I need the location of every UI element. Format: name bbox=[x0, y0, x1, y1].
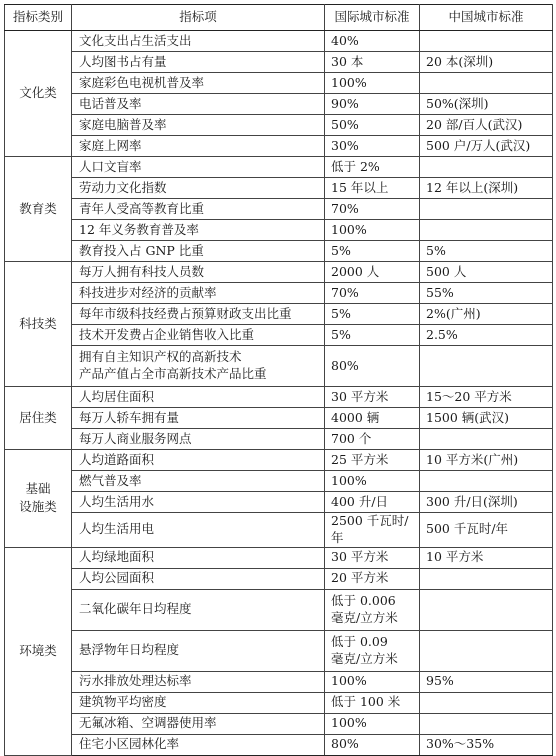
indicator-text: 污水排放处理达标率 bbox=[79, 673, 192, 689]
china-standard-cell bbox=[420, 220, 553, 241]
international-standard-cell bbox=[325, 408, 420, 429]
category-label: 居住类 bbox=[19, 409, 57, 425]
international-standard-text: 80% bbox=[331, 357, 359, 373]
china-standard-cell bbox=[420, 387, 553, 408]
indicator-text: 青年人受高等教育比重 bbox=[79, 200, 205, 216]
indicator-text: 每万人商业服务网点 bbox=[79, 430, 192, 446]
international-standard-text: 100% bbox=[331, 74, 367, 90]
international-standard-text: 30% bbox=[331, 137, 359, 153]
table-row bbox=[5, 387, 553, 408]
category-cell bbox=[5, 547, 72, 755]
international-standard-cell bbox=[325, 220, 420, 241]
table-row bbox=[5, 547, 553, 568]
international-standard-text: 100% bbox=[331, 221, 367, 237]
table-row bbox=[5, 346, 553, 387]
indicator-text: 家庭电脑普及率 bbox=[79, 116, 167, 132]
international-standard-cell bbox=[325, 492, 420, 513]
china-standard-cell bbox=[420, 589, 553, 630]
category-label: 教育类 bbox=[19, 200, 57, 216]
international-standard-text: 25 平方米 bbox=[331, 451, 389, 467]
china-standard-cell bbox=[420, 568, 553, 589]
china-standard-cell bbox=[420, 692, 553, 713]
china-standard-cell bbox=[420, 73, 553, 94]
international-standard-text: 700 个 bbox=[331, 430, 372, 446]
china-standard-text: 500 人 bbox=[426, 263, 467, 279]
indicator-text: 技术开发费占企业销售收入比重 bbox=[79, 326, 255, 342]
international-standard-text: 50% bbox=[331, 116, 359, 132]
international-standard-text: 低于 2% bbox=[331, 158, 380, 174]
international-standard-text: 100% bbox=[331, 715, 367, 731]
indicator-text: 建筑物平均密度 bbox=[79, 694, 167, 710]
china-standard-text: 12 年以上(深圳) bbox=[426, 179, 519, 195]
international-standard-cell bbox=[325, 429, 420, 450]
international-standard-text: 70% bbox=[331, 200, 359, 216]
table-row bbox=[5, 325, 553, 346]
indicator-cell bbox=[72, 94, 325, 115]
indicator-cell bbox=[72, 241, 325, 262]
international-standard-cell bbox=[325, 241, 420, 262]
china-standard-cell bbox=[420, 346, 553, 387]
table-row bbox=[5, 178, 553, 199]
international-standard-cell bbox=[325, 713, 420, 734]
international-standard-cell bbox=[325, 547, 420, 568]
china-standard-cell bbox=[420, 547, 553, 568]
indicator-cell bbox=[72, 568, 325, 589]
china-standard-cell bbox=[420, 450, 553, 471]
table-row bbox=[5, 450, 553, 471]
category-cell bbox=[5, 31, 72, 157]
indicator-text: 住宅小区园林化率 bbox=[79, 736, 180, 752]
international-standard-cell bbox=[325, 262, 420, 283]
china-standard-text: 95% bbox=[426, 673, 454, 689]
indicator-text: 人均公园面积 bbox=[79, 570, 155, 586]
indicator-text: 无氟冰箱、空调器使用率 bbox=[79, 715, 217, 731]
category-cell bbox=[5, 262, 72, 387]
international-standard-text: 30 本 bbox=[331, 53, 364, 69]
china-standard-cell bbox=[420, 408, 553, 429]
china-standard-cell bbox=[420, 429, 553, 450]
table-row bbox=[5, 408, 553, 429]
china-standard-cell bbox=[420, 304, 553, 325]
china-standard-text: 1500 辆(武汉) bbox=[426, 409, 510, 425]
international-standard-cell bbox=[325, 31, 420, 52]
international-standard-cell bbox=[325, 450, 420, 471]
table-row bbox=[5, 136, 553, 157]
header-indicator: 指标项 bbox=[72, 5, 325, 31]
international-standard-cell bbox=[325, 471, 420, 492]
indicator-text: 教育投入占 GNP 比重 bbox=[79, 242, 204, 258]
indicator-cell bbox=[72, 136, 325, 157]
international-standard-cell bbox=[325, 283, 420, 304]
indicator-text: 劳动力文化指数 bbox=[79, 179, 167, 195]
table-row bbox=[5, 568, 553, 589]
category-label: 环境类 bbox=[19, 643, 57, 659]
international-standard-text: 5% bbox=[331, 242, 351, 258]
international-standard-text: 2000 人 bbox=[331, 263, 380, 279]
table-body bbox=[5, 31, 553, 756]
china-standard-cell bbox=[420, 713, 553, 734]
indicator-text: 家庭彩色电视机普及率 bbox=[79, 74, 205, 90]
china-standard-cell bbox=[420, 52, 553, 73]
indicator-cell bbox=[72, 387, 325, 408]
table-row bbox=[5, 692, 553, 713]
international-standard-text: 90% bbox=[331, 95, 359, 111]
international-standard-cell bbox=[325, 630, 420, 671]
indicator-text: 二氧化碳年日均程度 bbox=[79, 601, 192, 617]
china-standard-cell bbox=[420, 283, 553, 304]
indicator-cell bbox=[72, 471, 325, 492]
table-row bbox=[5, 220, 553, 241]
international-standard-cell bbox=[325, 734, 420, 755]
china-standard-text: 15～20 平方米 bbox=[426, 388, 512, 404]
indicator-text: 人均生活用电 bbox=[79, 521, 155, 537]
indicator-cell bbox=[72, 52, 325, 73]
international-standard-text: 15 年以上 bbox=[331, 179, 389, 195]
international-standard-cell bbox=[325, 513, 420, 548]
international-standard-cell bbox=[325, 325, 420, 346]
table-row bbox=[5, 73, 553, 94]
china-standard-cell bbox=[420, 178, 553, 199]
international-standard-cell bbox=[325, 671, 420, 692]
china-standard-text: 10 平方米 bbox=[426, 549, 484, 565]
china-standard-cell bbox=[420, 157, 553, 178]
table-row bbox=[5, 429, 553, 450]
table-row bbox=[5, 157, 553, 178]
indicator-cell bbox=[72, 408, 325, 429]
china-standard-cell bbox=[420, 671, 553, 692]
china-standard-text: 5% bbox=[426, 242, 446, 258]
indicator-cell bbox=[72, 713, 325, 734]
international-standard-cell bbox=[325, 94, 420, 115]
international-standard-text: 2500 千瓦时/年 bbox=[331, 513, 409, 545]
china-standard-text: 500 千瓦时/年 bbox=[426, 521, 509, 537]
indicator-text: 家庭上网率 bbox=[79, 137, 142, 153]
indicator-cell bbox=[72, 115, 325, 136]
indicator-cell bbox=[72, 513, 325, 548]
international-standard-text: 20 平方米 bbox=[331, 570, 389, 586]
indicator-cell bbox=[72, 178, 325, 199]
indicator-text: 人均图书占有量 bbox=[79, 53, 167, 69]
international-standard-cell bbox=[325, 304, 420, 325]
international-standard-text: 4000 辆 bbox=[331, 409, 380, 425]
indicator-text: 燃气普及率 bbox=[79, 472, 142, 488]
table-row bbox=[5, 31, 553, 52]
category-label: 基础 设施类 bbox=[19, 481, 57, 515]
international-standard-cell bbox=[325, 568, 420, 589]
table-row bbox=[5, 115, 553, 136]
category-cell bbox=[5, 157, 72, 262]
china-standard-text: 2%(广州) bbox=[426, 305, 481, 321]
china-standard-text: 300 升/日(深圳) bbox=[426, 493, 518, 509]
international-standard-cell bbox=[325, 115, 420, 136]
international-standard-text: 70% bbox=[331, 284, 359, 300]
indicator-cell bbox=[72, 31, 325, 52]
international-standard-text: 低于 0.006 毫克/立方米 bbox=[331, 592, 398, 625]
international-standard-cell bbox=[325, 73, 420, 94]
indicator-cell bbox=[72, 325, 325, 346]
indicator-cell bbox=[72, 346, 325, 387]
china-standard-cell bbox=[420, 241, 553, 262]
china-standard-cell bbox=[420, 199, 553, 220]
china-standard-text: 10 平方米(广州) bbox=[426, 451, 519, 467]
table-row bbox=[5, 283, 553, 304]
table-row bbox=[5, 513, 553, 548]
table-row bbox=[5, 713, 553, 734]
china-standard-cell bbox=[420, 492, 553, 513]
china-standard-cell bbox=[420, 471, 553, 492]
header-international-standard: 国际城市标准 bbox=[325, 5, 420, 31]
indicator-cell bbox=[72, 547, 325, 568]
china-standard-cell bbox=[420, 31, 553, 52]
international-standard-cell bbox=[325, 136, 420, 157]
china-standard-text: 500 户/万人(武汉) bbox=[426, 137, 531, 153]
table-row bbox=[5, 241, 553, 262]
indicator-cell bbox=[72, 589, 325, 630]
international-standard-text: 低于 100 米 bbox=[331, 694, 401, 710]
international-standard-cell bbox=[325, 178, 420, 199]
china-standard-cell bbox=[420, 94, 553, 115]
international-standard-cell bbox=[325, 589, 420, 630]
international-standard-text: 5% bbox=[331, 326, 351, 342]
international-standard-text: 30 平方米 bbox=[331, 388, 389, 404]
international-standard-cell bbox=[325, 199, 420, 220]
indicator-cell bbox=[72, 692, 325, 713]
indicator-cell bbox=[72, 304, 325, 325]
category-cell bbox=[5, 450, 72, 548]
international-standard-cell bbox=[325, 157, 420, 178]
indicator-text: 科技进步对经济的贡献率 bbox=[79, 284, 217, 300]
china-standard-text: 55% bbox=[426, 284, 454, 300]
indicator-text: 12 年义务教育普及率 bbox=[79, 221, 199, 237]
indicator-text: 人均居住面积 bbox=[79, 388, 155, 404]
table-row bbox=[5, 52, 553, 73]
indicator-text: 人均生活用水 bbox=[79, 493, 155, 509]
indicator-text: 每万人轿车拥有量 bbox=[79, 409, 180, 425]
international-standard-cell bbox=[325, 52, 420, 73]
table-row bbox=[5, 199, 553, 220]
table-row bbox=[5, 94, 553, 115]
international-standard-text: 5% bbox=[331, 305, 351, 321]
indicator-text: 文化支出占生活支出 bbox=[79, 32, 192, 48]
indicator-text: 每年市级科技经费占预算财政支出比重 bbox=[79, 305, 292, 321]
china-standard-text: 50%(深圳) bbox=[426, 95, 489, 111]
international-standard-text: 100% bbox=[331, 673, 367, 689]
international-standard-text: 100% bbox=[331, 472, 367, 488]
international-standard-cell bbox=[325, 692, 420, 713]
table-row bbox=[5, 671, 553, 692]
international-standard-cell bbox=[325, 346, 420, 387]
china-standard-cell bbox=[420, 115, 553, 136]
international-standard-text: 40% bbox=[331, 32, 359, 48]
indicator-cell bbox=[72, 492, 325, 513]
indicator-text: 每万人拥有科技人员数 bbox=[79, 263, 205, 279]
china-standard-text: 20 部/百人(武汉) bbox=[426, 116, 523, 132]
table-row bbox=[5, 471, 553, 492]
international-standard-text: 80% bbox=[331, 736, 359, 752]
indicator-text: 人均绿地面积 bbox=[79, 549, 155, 565]
indicator-cell bbox=[72, 73, 325, 94]
table-row bbox=[5, 262, 553, 283]
table-row bbox=[5, 492, 553, 513]
category-cell bbox=[5, 387, 72, 450]
indicator-cell bbox=[72, 157, 325, 178]
category-label: 文化类 bbox=[19, 85, 57, 101]
header-category: 指标类别 bbox=[5, 5, 72, 31]
indicator-text: 拥有自主知识产权的高新技术 产品产值占全市高新技术产品比重 bbox=[79, 349, 267, 381]
indicator-text: 人口文盲率 bbox=[79, 158, 142, 174]
china-standard-cell bbox=[420, 136, 553, 157]
international-standard-text: 30 平方米 bbox=[331, 549, 389, 565]
indicator-cell bbox=[72, 220, 325, 241]
china-standard-cell bbox=[420, 262, 553, 283]
indicator-cell bbox=[72, 199, 325, 220]
china-standard-cell bbox=[420, 513, 553, 548]
table-row bbox=[5, 734, 553, 755]
indicator-cell bbox=[72, 262, 325, 283]
china-standard-text: 2.5% bbox=[426, 326, 458, 342]
indicator-text: 悬浮物年日均程度 bbox=[79, 642, 180, 658]
international-standard-text: 低于 0.09 毫克/立方米 bbox=[331, 633, 398, 666]
international-standard-text: 400 升/日 bbox=[331, 493, 389, 509]
china-standard-text: 20 本(深圳) bbox=[426, 53, 494, 69]
indicator-cell bbox=[72, 630, 325, 671]
indicator-cell bbox=[72, 734, 325, 755]
international-standard-cell bbox=[325, 387, 420, 408]
indicator-cell bbox=[72, 450, 325, 471]
indicator-cell bbox=[72, 283, 325, 304]
indicator-text: 人均道路面积 bbox=[79, 451, 155, 467]
indicator-cell bbox=[72, 429, 325, 450]
china-standard-text: 30%～35% bbox=[426, 736, 495, 752]
table-header-row bbox=[5, 5, 553, 31]
header-china-standard: 中国城市标准 bbox=[420, 5, 553, 31]
china-standard-cell bbox=[420, 734, 553, 755]
indicator-standards-table bbox=[4, 4, 553, 756]
indicator-text: 电话普及率 bbox=[79, 95, 142, 111]
table-row bbox=[5, 589, 553, 630]
table-row bbox=[5, 304, 553, 325]
indicator-cell bbox=[72, 671, 325, 692]
china-standard-cell bbox=[420, 325, 553, 346]
china-standard-cell bbox=[420, 630, 553, 671]
table-row bbox=[5, 630, 553, 671]
category-label: 科技类 bbox=[19, 315, 57, 331]
